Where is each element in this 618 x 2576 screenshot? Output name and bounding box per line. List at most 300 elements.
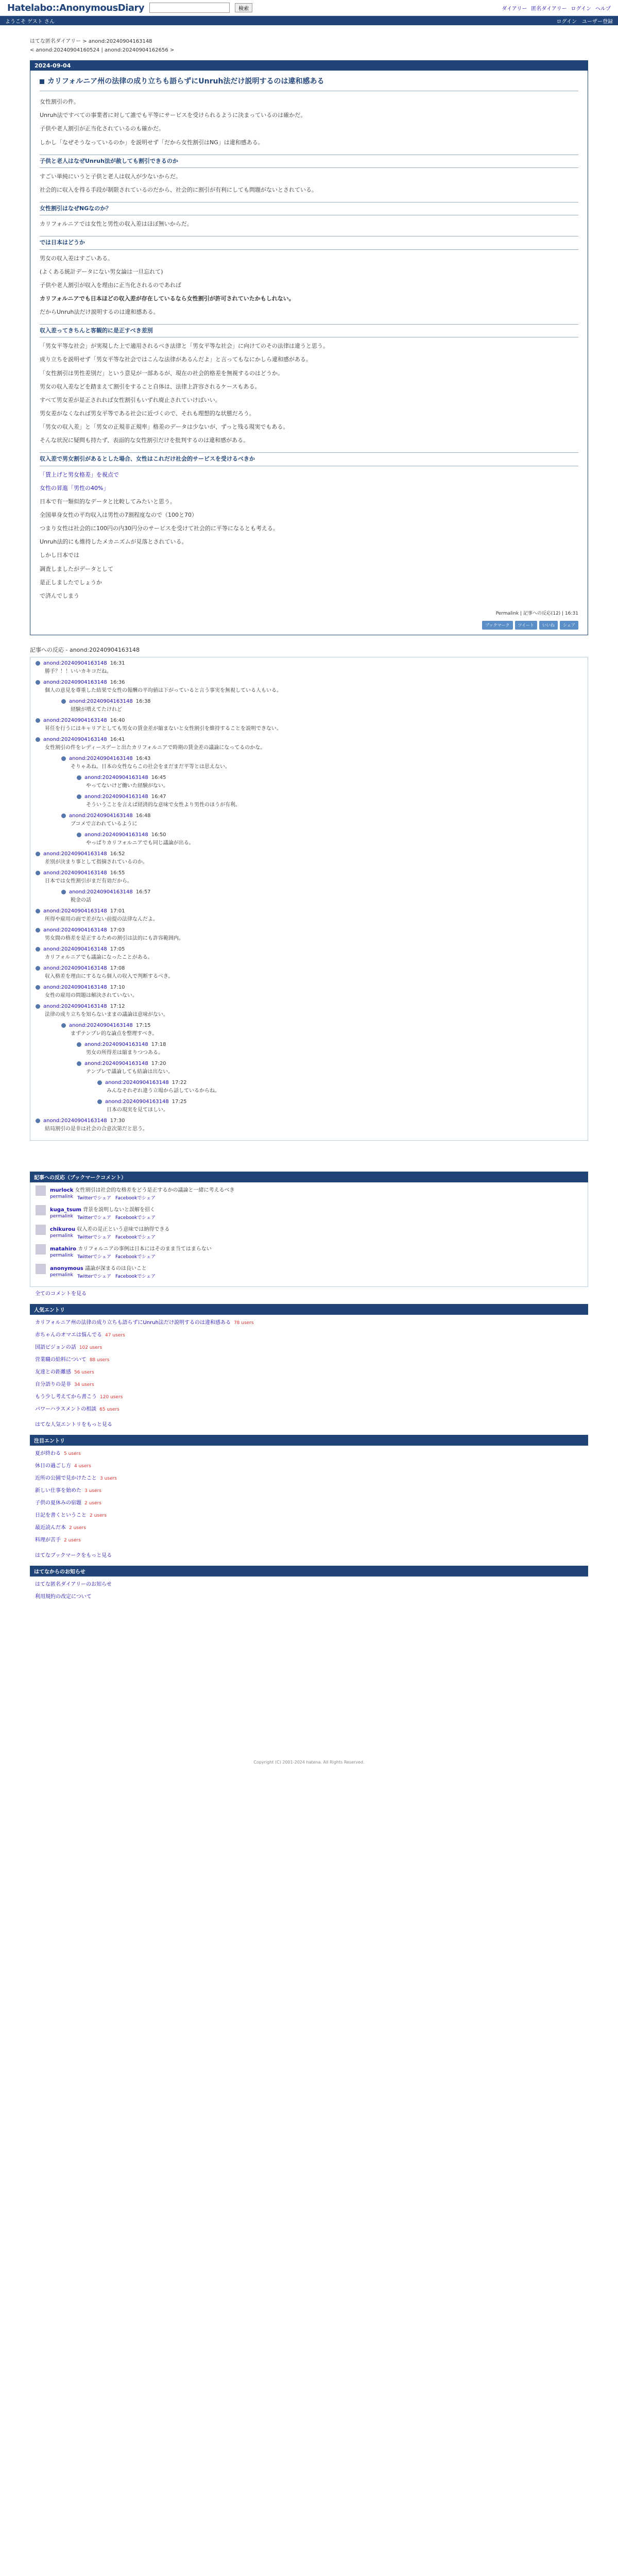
reference-link[interactable]: anond:20240904163148	[43, 985, 107, 991]
user-icon	[36, 718, 40, 723]
entry-title[interactable]: 最近読んだ本	[35, 1525, 66, 1531]
reference-time: 16:55	[110, 870, 125, 876]
bookmark-content	[50, 1244, 212, 1260]
reference-link[interactable]: anond:20240904163148	[43, 1118, 107, 1124]
paragraph: 日本で有一類似的なデータと比較してみたいと思う。	[40, 498, 176, 505]
entry-title[interactable]: 近所の公園で見かけたこと	[35, 1476, 97, 1482]
entry-user-count[interactable]: 2 users	[64, 1538, 81, 1544]
top-bar	[0, 0, 618, 16]
bookmark-link[interactable]: Twitterでシェア	[77, 1255, 111, 1260]
user-icon	[61, 814, 66, 818]
user-icon	[36, 966, 40, 971]
user-icon	[77, 794, 81, 799]
paragraph: カリフォルニアでは女性と男性の収入差はほぼ無いからだ。	[40, 221, 193, 228]
bookmark-link[interactable]: Twitterでシェア	[77, 1215, 111, 1221]
paragraph: 男女差がなくなれば男女平等である社会に近づくので、それも理想的な状態だろう。	[40, 410, 255, 417]
notice-title: はてなからのお知らせ	[30, 1566, 588, 1577]
reference-item	[36, 660, 582, 675]
reference-text: 経験が増えてたけれど	[71, 707, 122, 713]
reference-time: 16:40	[110, 718, 125, 724]
reference-item	[61, 813, 582, 828]
bookmark-text: カリフォルニアの事例は日本にはそのまま当てはまらない	[78, 1246, 212, 1252]
reference-item	[36, 870, 582, 885]
references-list	[30, 657, 588, 1141]
reference-item	[36, 718, 582, 733]
inline-link[interactable]: 女性の昇進「男性の40%」	[40, 484, 109, 492]
share-bar	[40, 621, 578, 630]
bookmark-user[interactable]: chikurou	[50, 1227, 76, 1233]
reference-item	[77, 775, 582, 790]
reference-text: 日本の現実を見てほしい。	[107, 1107, 168, 1113]
reference-text: 男女の所得差は縮まりつつある。	[86, 1050, 163, 1056]
entry-user-count[interactable]: 56 users	[74, 1370, 94, 1376]
reference-header	[97, 1099, 582, 1105]
popular-entries-title: 人気エントリ	[30, 1304, 588, 1315]
login-link[interactable]: ログイン	[556, 19, 577, 25]
reference-link[interactable]: anond:20240904163148	[105, 1099, 169, 1105]
reference-item	[61, 756, 582, 771]
entry-item	[35, 1497, 583, 1510]
reference-header	[36, 680, 582, 685]
bookmark-link[interactable]: permalink	[50, 1253, 73, 1259]
reference-item	[97, 1099, 582, 1114]
entry-item	[35, 1391, 583, 1403]
paragraph: つまり女性は社会的に100円の内30円分のサービスを受けて社会的に平等になるとも考える。	[40, 525, 279, 532]
reference-link[interactable]: anond:20240904163148	[105, 1080, 169, 1086]
bookmark-text: 議論が深まるのは良いこと	[84, 1266, 147, 1272]
reference-link[interactable]: anond:20240904163148	[69, 1023, 133, 1029]
reference-text: 女性の雇用の問題は解決されていない。	[45, 993, 138, 999]
top-link-anond[interactable]: 匿名ダイアリー	[531, 6, 567, 12]
avatar[interactable]	[36, 1225, 46, 1235]
entry-item	[35, 1485, 583, 1497]
bookmark-links	[50, 1253, 212, 1260]
entry-item	[35, 1342, 583, 1354]
paragraph: Unruh法的にも維持したメカニズムが見落とされている。	[40, 538, 187, 546]
reference-header	[61, 699, 582, 704]
bookmark-link[interactable]: permalink	[50, 1273, 73, 1278]
reference-header	[61, 813, 582, 819]
reference-text: みんなそれぞれ違う立場から話しているからね。	[107, 1088, 220, 1094]
reference-time: 16:50	[151, 832, 166, 838]
reference-link[interactable]: anond:20240904163148	[43, 1004, 107, 1010]
reference-link[interactable]: anond:20240904163148	[43, 946, 107, 953]
main-wrap	[30, 25, 588, 1765]
entry-user-count[interactable]: 120 users	[100, 1395, 123, 1400]
popular-more-link[interactable]: はてな人気エントリをもっと見る	[35, 1422, 112, 1428]
user-icon	[97, 1099, 102, 1104]
reference-item	[36, 737, 582, 752]
reference-time: 17:25	[171, 1099, 187, 1105]
tweet-button[interactable]: ツイート	[515, 621, 538, 630]
reference-time: 16:41	[110, 737, 125, 743]
bookmark-user[interactable]: kuga_tsum	[50, 1207, 81, 1213]
entry-user-count[interactable]: 78 users	[233, 1320, 254, 1326]
avatar[interactable]	[36, 1205, 46, 1215]
reference-time: 17:22	[171, 1080, 187, 1086]
user-icon	[36, 947, 40, 952]
section-heading: では日本はどうか	[40, 236, 578, 249]
user-icon	[36, 661, 40, 666]
paragraph: で済んでしまう	[40, 592, 79, 599]
entry-title[interactable]: 赤ちゃんのオマエは悩んでる	[35, 1332, 102, 1338]
share-button[interactable]: シェア	[560, 621, 578, 630]
paragraph: すべて男女差が是正されれば女性割引もいずれ廃止されていけばいい。	[40, 396, 221, 403]
reference-text: 法律の成り立ちを知らないままの議論は意味がない。	[45, 1012, 168, 1018]
top-links	[502, 4, 611, 12]
bookmark-link[interactable]: Facebookでシェア	[115, 1255, 156, 1260]
reference-text: そりゃあね。日本の女性ならこの社会をまだまだ平等とは思えない。	[71, 764, 230, 770]
bookmark-comment	[36, 1205, 582, 1221]
reference-header	[77, 775, 582, 781]
paragraph: しかし日本では	[40, 552, 79, 559]
user-icon	[61, 890, 66, 894]
reference-time: 16:48	[135, 813, 151, 819]
paragraph: 「男女の収入差」と「男女の正規非正規率」格差のデータは少ないが、ずっと残る現実でもある。	[40, 423, 289, 431]
reference-header	[36, 737, 582, 742]
reference-text: まずテンプレ的な論点を整理すべき。	[71, 1031, 158, 1037]
entry-title[interactable]: 夏が終わる	[35, 1451, 61, 1457]
bookmark-links	[50, 1214, 156, 1221]
user-icon	[36, 852, 40, 856]
entry-title[interactable]: カリフォルニア州の法律の成り立ちも語らずにUnruh法だけ説明するのは違和感ある	[35, 1320, 231, 1326]
bookmark-comments-title: 記事への反応（ブックマークコメント）	[30, 1172, 588, 1182]
entry-item	[35, 1317, 583, 1329]
entry-user-count[interactable]: 65 users	[99, 1407, 119, 1413]
reference-text: 日本では女性割引がまだ有効だから。	[45, 878, 132, 885]
paragraph: 成り立ちを説明せず「男女平等な社会ではこんな法律があるんだよ」と言ってもなにかしら違和感がある。	[40, 356, 312, 363]
reference-link[interactable]: anond:20240904163148	[84, 1061, 148, 1067]
reference-time: 16:45	[151, 775, 166, 781]
paragraph: 「女性割引は男性差別だ」という意見が一部あるが、現在の社会的格差を無視するのはどうか。	[40, 369, 283, 377]
reference-header	[36, 908, 582, 914]
top-link-login[interactable]: ログイン	[571, 6, 591, 12]
copyright: Copyright (C) 2001-2024 hatena. All Rights Reserved.	[253, 1760, 365, 1765]
site-logo[interactable]: Hatelabo::AnonymousDiary	[7, 2, 145, 13]
paragraph: そんな状況に疑問も持たず、表面的な女性割引だけを批判するのは違和感がある。	[40, 437, 249, 444]
bookmark-links	[50, 1194, 235, 1201]
entry-user-count[interactable]: 47 users	[105, 1333, 125, 1338]
reference-text: 結局割引の是非は社会の合意次第だと思う。	[45, 1126, 148, 1132]
entry-item	[35, 1448, 583, 1460]
reference-header	[36, 870, 582, 876]
entry-title[interactable]: 日記を書くということ	[35, 1513, 87, 1519]
bookmark-links	[50, 1233, 169, 1240]
paragraph: 子供や老人割引が正当化されているのも確かだ。	[40, 125, 164, 132]
reference-link[interactable]: anond:20240904163148	[43, 927, 107, 934]
reference-time: 16:43	[135, 756, 151, 762]
reference-link[interactable]: anond:20240904163148	[43, 660, 107, 667]
paragraph: 女性割引の件。	[40, 98, 79, 106]
user-icon	[36, 680, 40, 685]
bookmark-content	[50, 1185, 235, 1201]
user-icon	[61, 699, 66, 704]
article	[30, 60, 588, 635]
reference-header	[36, 1004, 582, 1009]
bookmark-link[interactable]: permalink	[50, 1214, 73, 1219]
reference-item	[36, 965, 582, 980]
bookmark-text: 背景を説明しないと誤解を招く	[83, 1207, 156, 1213]
reference-text: 収入格差を理由にするなら個人の収入で判断するべき。	[45, 974, 174, 980]
attention-more-link[interactable]: はてなブックマークをもっと見る	[35, 1553, 112, 1559]
permalink-line[interactable]: Permalink | 記事への反応(12) | 16:31	[495, 611, 578, 617]
sub-bar	[0, 16, 618, 25]
section-heading: 収入差ってきちんと客観的に是正すべき差別	[40, 324, 578, 337]
user-icon	[97, 1080, 102, 1085]
reference-header	[77, 832, 582, 838]
notice-item[interactable]: 利用規約の改定について	[35, 1594, 92, 1600]
entry-user-count[interactable]: 5 users	[64, 1451, 81, 1457]
search-input[interactable]	[149, 3, 230, 13]
paragraph: 是正しましたでしょうか	[40, 579, 102, 586]
avatar[interactable]	[36, 1264, 46, 1274]
user-icon	[61, 1023, 66, 1028]
reference-link[interactable]: anond:20240904163148	[43, 737, 107, 743]
entry-item	[35, 1534, 583, 1547]
reference-header	[36, 660, 582, 666]
bookmark-link[interactable]: Facebookでシェア	[115, 1274, 156, 1280]
reference-item	[36, 946, 582, 961]
bookmark-content	[50, 1225, 169, 1240]
reference-text: 所得や雇用の面で差がない前提の法律なんだよ。	[45, 917, 158, 923]
breadcrumb[interactable]: はてな匿名ダイアリー > anond:20240904163148	[30, 39, 152, 44]
reference-header	[77, 1061, 582, 1066]
notice-item[interactable]: はてな匿名ダイアリーのお知らせ	[35, 1582, 112, 1588]
reference-text: 勝手？！！いいカキコだね。	[45, 669, 112, 675]
bookmark-comment	[36, 1264, 582, 1279]
reference-link[interactable]: anond:20240904163148	[43, 965, 107, 972]
paragraph: Unruh法ですべての事業者に対して誰でも平等にサービスを受けられるように決まっているのは確かだ。	[40, 112, 306, 119]
user-icon	[77, 1061, 81, 1066]
bookmark-content	[50, 1205, 156, 1221]
entry-item	[35, 1510, 583, 1522]
reference-header	[97, 1080, 582, 1086]
notice-list	[30, 1577, 588, 1605]
entry-user-count[interactable]: 2 users	[90, 1513, 107, 1519]
bookmark-comment	[36, 1244, 582, 1260]
reference-item	[36, 985, 582, 999]
reference-text: 差別が決まり事として指摘されているのか。	[45, 859, 148, 866]
reference-link[interactable]: anond:20240904163148	[84, 775, 148, 781]
entry-title[interactable]: 休日の過ごし方	[35, 1463, 71, 1469]
entry-item	[35, 1472, 583, 1485]
reference-time: 16:57	[135, 889, 151, 895]
reference-item	[77, 1042, 582, 1057]
reference-link[interactable]: anond:20240904163148	[84, 832, 148, 838]
entry-title[interactable]: パワーハラスメントの相談	[35, 1406, 97, 1413]
reference-item	[36, 1118, 582, 1133]
bookmark-button[interactable]: ブックマーク	[482, 621, 512, 630]
user-icon	[36, 871, 40, 875]
bookmark-comment	[36, 1185, 582, 1201]
paragraph: 「男女平等な社会」が実現した上で適用されるべき法律と「男女平等な社会」に向けてのその法律は違うと思う。	[40, 343, 329, 350]
square-icon	[40, 79, 44, 84]
like-button[interactable]: いいね	[539, 621, 558, 630]
entry-user-count[interactable]: 4 users	[74, 1464, 91, 1469]
reference-text: ブコメで言われているように	[71, 821, 138, 827]
entry-title[interactable]: 料理が苦手	[35, 1537, 61, 1544]
top-link-diary[interactable]: ダイアリー	[502, 6, 527, 12]
entry-item	[35, 1329, 583, 1342]
paragraph: (よくある統計データにない男女論は一旦忘れて)	[40, 268, 163, 275]
inline-link[interactable]: 「賃上げと男女格差」を視点で	[40, 471, 119, 478]
reference-time: 16:38	[135, 699, 151, 705]
bookmark-text: 女性割引は社会的な格差をどう是正するかの議論と一緒に考えるべき	[75, 1188, 235, 1194]
reference-text: やってないけど働いた経験がない。	[86, 783, 168, 789]
user-icon	[36, 737, 40, 742]
entry-title[interactable]: 友達との距離感	[35, 1369, 71, 1376]
section-heading: 収入差で男女割引があるとした場合、女性はこれだけ社会的サービスを受けるべきか	[40, 452, 578, 466]
prev-next-nav[interactable]: < anond:20240904160524 | anond:20240904162656 >	[30, 47, 175, 53]
entry-item	[35, 1403, 583, 1416]
entry-user-count[interactable]: 3 users	[84, 1488, 101, 1494]
bookmark-link[interactable]: permalink	[50, 1194, 73, 1200]
reference-link[interactable]: anond:20240904163148	[69, 699, 133, 705]
reference-header	[36, 965, 582, 971]
popular-entries	[30, 1315, 588, 1418]
entry-title[interactable]: 営業職の給料について	[35, 1357, 87, 1363]
bookmark-link[interactable]: Twitterでシェア	[77, 1235, 111, 1241]
bookmark-link[interactable]: Twitterでシェア	[77, 1274, 111, 1280]
reference-time: 17:12	[110, 1004, 125, 1010]
reference-time: 17:15	[135, 1023, 151, 1029]
reference-time: 17:18	[151, 1042, 166, 1048]
reference-item	[97, 1080, 582, 1095]
reference-header	[77, 794, 582, 800]
reference-header	[77, 1042, 582, 1047]
user-icon	[77, 833, 81, 837]
bookmark-link[interactable]: Facebookでシェア	[115, 1196, 156, 1201]
entry-user-count[interactable]: 88 users	[89, 1358, 110, 1363]
entry-item	[35, 1460, 583, 1472]
bookmark-content	[50, 1264, 156, 1279]
entry-title[interactable]: 国語ビジョンの話	[35, 1345, 76, 1351]
section-heading: 女性割引はなぜNGなのか？	[40, 202, 578, 215]
user-icon	[77, 775, 81, 780]
reference-time: 17:03	[110, 927, 125, 934]
paragraph: 調査しましたがデータとして	[40, 565, 113, 572]
paragraph: 男女の収入差などを踏まえて割引をすること自体は、法律上許容されるケースもある。	[40, 383, 261, 390]
reference-time: 16:47	[151, 794, 166, 800]
entry-item	[35, 1354, 583, 1366]
entry-user-count[interactable]: 2 users	[84, 1501, 101, 1506]
avatar[interactable]	[36, 1185, 46, 1196]
reference-text: そういうことを言えば経済的な意味で女性より男性のほうが有利。	[86, 802, 241, 808]
paragraph: すごい単純にいうと子供と老人は収入が少ないからだ。	[40, 173, 181, 180]
register-link[interactable]: ユーザー登録	[582, 19, 613, 25]
references-title: 記事への反応 - anond:20240904163148	[30, 647, 140, 654]
bookmark-link[interactable]: permalink	[50, 1233, 73, 1239]
reference-header	[61, 1023, 582, 1028]
reference-header	[36, 851, 582, 857]
more-comments-link[interactable]: 全てのコメントを見る	[35, 1291, 87, 1297]
bookmark-user[interactable]: murlock	[50, 1188, 74, 1194]
entry-user-count[interactable]: 102 users	[79, 1345, 102, 1351]
reference-time: 16:52	[110, 851, 125, 857]
reference-item	[77, 794, 582, 809]
reference-text: 昇任を行うにはキャリアとしても男女の賃金差が縮まないと女性割引を維持することを説明できない。	[45, 726, 282, 732]
entry-title[interactable]: 新しい仕事を始めた	[35, 1488, 81, 1494]
article-title[interactable]: カリフォルニア州の法律の成り立ちも語らずにUnruh法だけ説明するのは違和感ある	[47, 77, 324, 86]
avatar[interactable]	[36, 1244, 46, 1255]
reference-item	[36, 927, 582, 942]
reference-link[interactable]: anond:20240904163148	[43, 870, 107, 876]
reference-text: カリフォルニアでも議論になったことがある。	[45, 955, 153, 961]
entry-item	[35, 1379, 583, 1391]
reference-item	[61, 1023, 582, 1038]
reference-link[interactable]: anond:20240904163148	[43, 851, 107, 857]
paragraph: しかし「なぜそうなっているのか」を説明せず「だから女性割引はNG」は違和感ある。	[40, 139, 264, 146]
article-body	[30, 71, 588, 635]
bookmark-link[interactable]: Facebookでシェア	[115, 1215, 156, 1221]
entry-title[interactable]: もう少し考えてから書こう	[35, 1394, 97, 1400]
reference-time: 16:31	[110, 660, 125, 667]
reference-link[interactable]: anond:20240904163148	[84, 1042, 148, 1048]
bookmark-comment	[36, 1225, 582, 1240]
entry-user-count[interactable]: 3 users	[100, 1476, 117, 1482]
reference-link[interactable]: anond:20240904163148	[43, 908, 107, 914]
reference-header	[36, 1118, 582, 1124]
reference-item	[61, 889, 582, 904]
reference-item	[77, 832, 582, 847]
attention-entries-title: 注目エントリ	[30, 1435, 588, 1446]
entry-item	[35, 1522, 583, 1534]
reference-item	[36, 908, 582, 923]
reference-header	[36, 927, 582, 933]
reference-time: 17:10	[110, 985, 125, 991]
user-icon	[61, 756, 66, 761]
reference-text: 個人の意見を尊重した結果で女性の報酬の平均値は下がっていると言う事実を無視している人もいる。	[45, 688, 282, 694]
reference-time: 16:36	[110, 680, 125, 686]
reference-link[interactable]: anond:20240904163148	[69, 889, 133, 895]
paragraph: 社会的に収入を得る手段が制限されているのだから、社会的に割引が有利にしても問題がないとされている。	[40, 186, 317, 193]
bookmark-link[interactable]: Twitterでシェア	[77, 1196, 111, 1201]
reference-link[interactable]: anond:20240904163148	[69, 756, 133, 762]
reference-header	[61, 889, 582, 895]
reference-time: 17:08	[110, 965, 125, 972]
search-button[interactable]: 検索	[235, 3, 252, 12]
reference-header	[61, 756, 582, 761]
paragraph: 全国単身女性の平均収入は男性の7割程度なので（100と70）	[40, 512, 197, 519]
bookmark-user[interactable]: matahiro	[50, 1246, 77, 1252]
reference-text: 女性割引の件をレディースデーと出たカリフォルニアで時期の賃金差の議論になってるのかな。	[45, 745, 266, 751]
reference-header	[36, 946, 582, 952]
entry-title[interactable]: 子供の夏休みの宿題	[35, 1500, 81, 1506]
entry-item	[35, 1366, 583, 1379]
reference-item	[36, 680, 582, 694]
user-icon	[36, 909, 40, 913]
entry-user-count[interactable]: 34 users	[74, 1382, 94, 1388]
entry-user-count[interactable]: 2 users	[69, 1526, 86, 1531]
reference-link[interactable]: anond:20240904163148	[43, 718, 107, 724]
top-link-help[interactable]: ヘルプ	[595, 6, 611, 12]
entry-title[interactable]: 自分語りの是非	[35, 1382, 71, 1388]
reference-item	[77, 1061, 582, 1076]
reference-link[interactable]: anond:20240904163148	[84, 794, 148, 800]
reference-time: 17:05	[110, 946, 125, 953]
reference-link[interactable]: anond:20240904163148	[69, 813, 133, 819]
reference-time: 17:20	[151, 1061, 166, 1067]
paragraph: 子供や老人割引が収入を理由に正当化されるのであれば	[40, 281, 181, 289]
paragraph-bold: カリフォルニアでも日本ほどの収入差が存在しているなら女性割引が許可されていたかもしれない。	[40, 295, 295, 302]
user-icon	[36, 928, 40, 933]
reference-text: テンプレで議論しても結論は出ない。	[86, 1069, 174, 1075]
bookmark-user[interactable]: anonymous	[50, 1266, 83, 1272]
bookmark-link[interactable]: Facebookでシェア	[115, 1235, 156, 1241]
reference-header	[36, 718, 582, 723]
reference-link[interactable]: anond:20240904163148	[43, 680, 107, 686]
reference-text: やっぱりカリフォルニアでも同じ議論が出る。	[86, 840, 194, 846]
